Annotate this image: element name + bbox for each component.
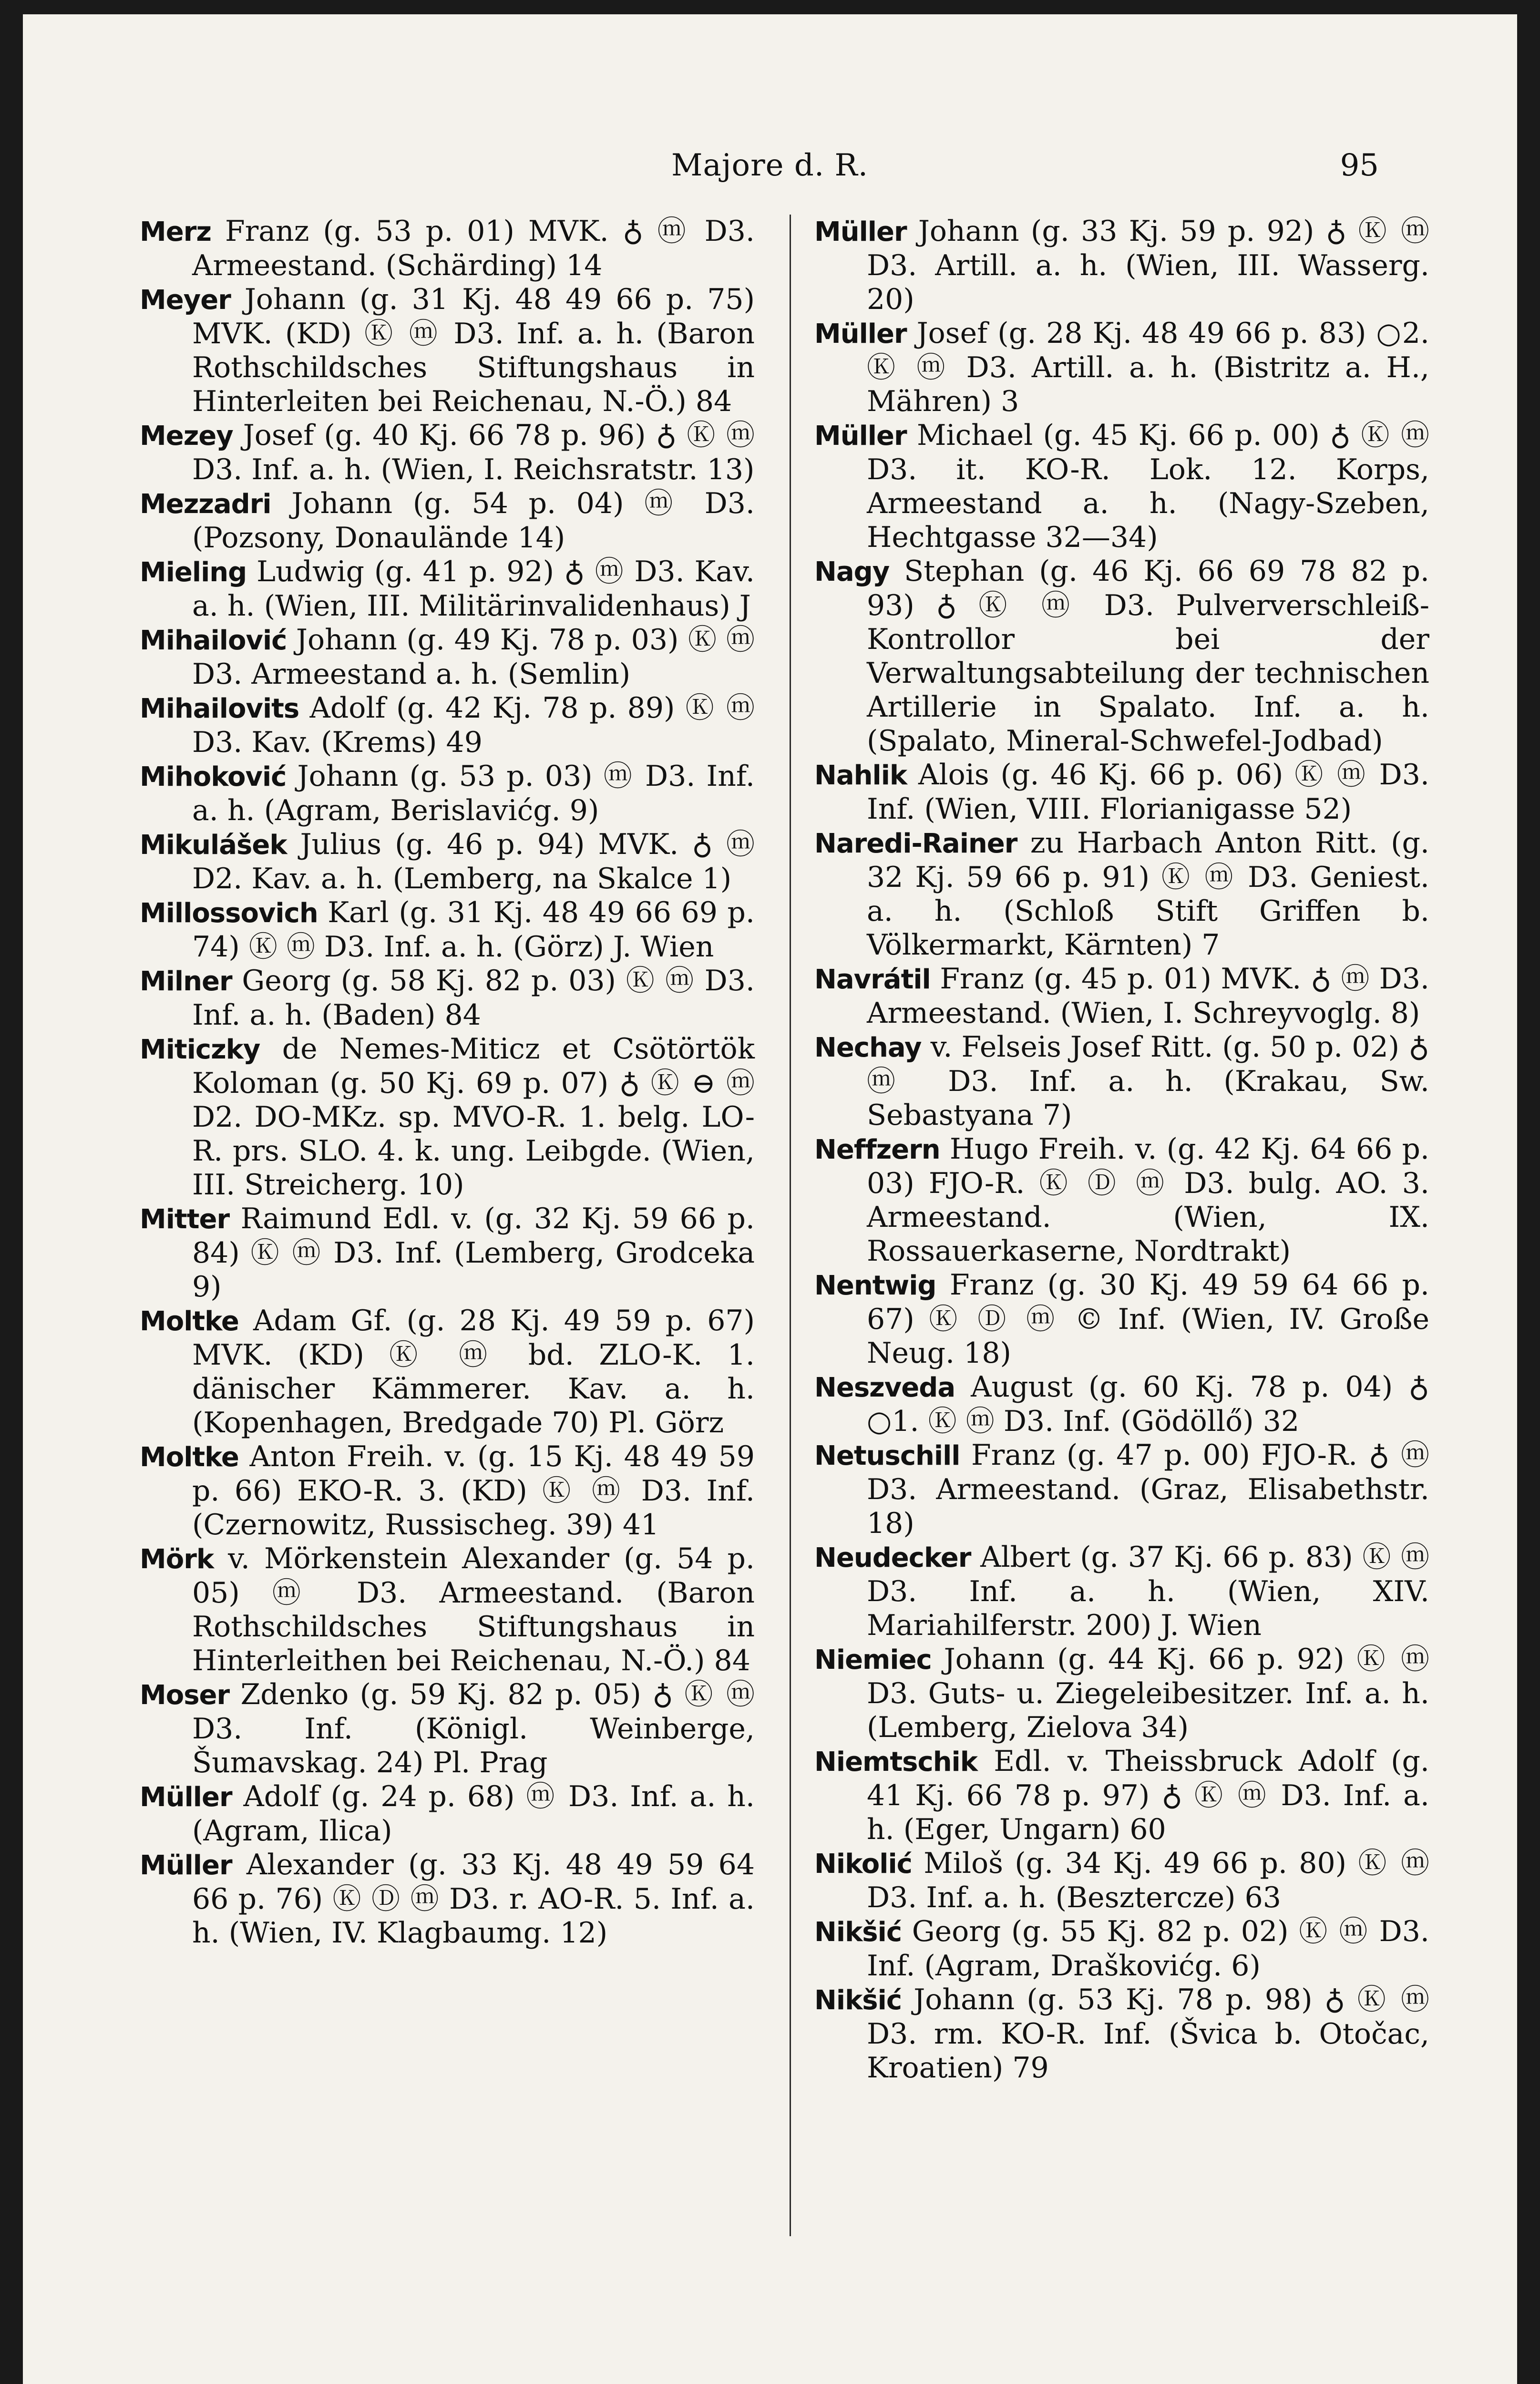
entry-detail: Alois (g. 46 Kj. 66 p. 06) Ⓚ ⓜ D3. Inf. (Wien, VIII. Florianigasse 52) bbox=[867, 758, 1429, 826]
entry-detail: Stephan (g. 46 Kj. 66 69 78 82 p. 93) ♁ Ⓚ ⓜ D3. Pulververschleiß-Kontrollor bei der Verwaltungsabteilung der technischen Artillerie in Spalato. Inf. a. h. (Spalato, Mineral-Schwefel-Jodbad) bbox=[867, 555, 1429, 758]
directory-entry bbox=[140, 691, 755, 760]
entry-detail: Johann (g. 33 Kj. 59 p. 92) ♁ Ⓚ ⓜ D3. Artill. a. h. (Wien, III. Wasserg. 20) bbox=[867, 215, 1430, 316]
directory-entry bbox=[814, 419, 1429, 555]
entry-detail: Hugo Freih. v. (g. 42 Kj. 64 66 p. 03) FJO-R. Ⓚ Ⓓ ⓜ D3. bulg. AO. 3. Armeestand. (Wien, IX. Rossauerkaserne, Nordtrakt) bbox=[867, 1132, 1429, 1268]
entry-surname: Moltke bbox=[140, 1442, 239, 1473]
entry-detail: Johann (g. 49 Kj. 78 p. 03) Ⓚ ⓜ D3. Armeestand a. h. (Semlin) bbox=[192, 623, 755, 691]
entry-detail: v. Mörkenstein Alexander (g. 54 p. 05) ⓜ D3. Armeestand. (Baron Rothschildsches Stiftungshaus in Hinterleithen bei Reichenau, N.-Ö.) 84 bbox=[192, 1542, 755, 1677]
directory-entry bbox=[814, 1847, 1429, 1915]
directory-entry bbox=[140, 896, 755, 964]
directory-entry bbox=[814, 215, 1429, 317]
directory-entry bbox=[814, 1541, 1429, 1643]
directory-entry bbox=[814, 1643, 1429, 1745]
directory-entry bbox=[814, 758, 1429, 826]
directory-entry bbox=[140, 487, 755, 555]
entry-detail: Miloš (g. 34 Kj. 49 66 p. 80) Ⓚ ⓜ D3. Inf. a. h. (Besztercze) 63 bbox=[867, 1847, 1430, 1914]
entry-surname: Neszveda bbox=[814, 1372, 955, 1403]
entry-surname: Mieling bbox=[140, 557, 247, 588]
entry-surname: Mikulášek bbox=[140, 830, 287, 861]
entry-detail: Raimund Edl. v. (g. 32 Kj. 59 66 p. 84) Ⓚ ⓜ D3. Inf. (Lemberg, Grodceka 9) bbox=[192, 1202, 755, 1304]
entry-detail: Franz (g. 47 p. 00) FJO-R. ♁ ⓜ D3. Armeestand. (Graz, Elisabethstr. 18) bbox=[867, 1439, 1430, 1540]
entry-detail: Albert (g. 37 Kj. 66 p. 83) Ⓚ ⓜ D3. Inf. a. h. (Wien, XIV. Mariahilferstr. 200) J. Wien bbox=[867, 1541, 1429, 1642]
left-column bbox=[140, 215, 755, 1950]
entry-surname: Nikšić bbox=[814, 1917, 902, 1948]
entry-surname: Nentwig bbox=[814, 1270, 936, 1301]
entry-detail: Josef (g. 28 Kj. 48 49 66 p. 83) ○2. Ⓚ ⓜ D3. Artill. a. h. (Bistritz a. H., Mähren) 3 bbox=[867, 317, 1429, 418]
entry-surname: Niemiec bbox=[814, 1644, 932, 1675]
entry-detail: Zdenko (g. 59 Kj. 82 p. 05) ♁ Ⓚ ⓜ D3. Inf. (Königl. Weinberge, Šumavskag. 24) Pl. Prag bbox=[192, 1678, 755, 1779]
entry-detail: Anton Freih. v. (g. 15 Kj. 48 49 59 p. 66) EKO-R. 3. (KD) Ⓚ ⓜ D3. Inf. (Czernowitz, Russischeg. 39) 41 bbox=[192, 1440, 755, 1541]
entry-surname: Müller bbox=[814, 216, 907, 247]
entry-detail: Julius (g. 46 p. 94) MVK. ♁ ⓜ D2. Kav. a. h. (Lemberg, na Skalce 1) bbox=[192, 828, 755, 895]
entry-surname: Nahlik bbox=[814, 760, 907, 791]
directory-entry bbox=[814, 1268, 1429, 1370]
directory-entry bbox=[814, 1030, 1429, 1132]
entry-surname: Müller bbox=[140, 1850, 232, 1881]
entry-detail: Adolf (g. 42 Kj. 78 p. 89) Ⓚ ⓜ D3. Kav. (Krems) 49 bbox=[192, 691, 755, 759]
entry-surname: Milner bbox=[140, 966, 232, 997]
directory-entry bbox=[140, 215, 755, 283]
entry-detail: Johann (g. 53 Kj. 78 p. 98) ♁ Ⓚ ⓜ D3. rm. KO-R. Inf. (Švica b. Otočac, Kroatien) 79 bbox=[867, 1983, 1430, 2085]
entry-detail: Josef (g. 40 Kj. 66 78 p. 96) ♁ Ⓚ ⓜ D3. Inf. a. h. (Wien, I. Reichsratstr. 13) bbox=[192, 419, 755, 486]
entry-detail: Adam Gf. (g. 28 Kj. 49 59 p. 67) MVK. (KD) Ⓚ ⓜ bd. ZLO-K. 1. dänischer Kämmerer. Kav. a. h. (Kopenhagen, Bredgade 70) Pl. Görz bbox=[192, 1304, 755, 1439]
directory-entry bbox=[814, 1132, 1429, 1268]
right-column bbox=[814, 215, 1429, 2085]
entry-surname: Mihailović bbox=[140, 625, 287, 656]
entry-surname: Nikšić bbox=[814, 1985, 902, 2016]
entry-detail: Georg (g. 55 Kj. 82 p. 02) Ⓚ ⓜ D3. Inf. (Agram, Draškovićg. 6) bbox=[867, 1915, 1429, 1983]
directory-entry bbox=[140, 1440, 755, 1542]
page-header bbox=[23, 148, 1517, 191]
entry-detail: Alexander (g. 33 Kj. 48 49 59 64 66 p. 76) Ⓚ Ⓓ ⓜ D3. r. AO-R. 5. Inf. a. h. (Wien, IV. Klagbaumg. 12) bbox=[192, 1848, 755, 1950]
entry-detail: Johann (g. 31 Kj. 48 49 66 p. 75) MVK. (KD) Ⓚ ⓜ D3. Inf. a. h. (Baron Rothschildsches Stiftungshaus in Hinterleiten bei Reichenau, N.-Ö.) 84 bbox=[192, 283, 755, 418]
entry-surname: Moser bbox=[140, 1680, 230, 1711]
entry-surname: Mihoković bbox=[140, 761, 287, 792]
entry-surname: Müller bbox=[814, 319, 907, 349]
entry-detail: Johann (g. 54 p. 04) ⓜ D3. (Pozsony, Donaulände 14) bbox=[192, 487, 755, 555]
entry-surname: Miticzky bbox=[140, 1034, 260, 1065]
entry-detail: Johann (g. 53 p. 03) ⓜ D3. Inf. a. h. (Agram, Berislavićg. 9) bbox=[192, 760, 755, 827]
directory-entry bbox=[140, 1202, 755, 1304]
directory-entry bbox=[814, 1370, 1429, 1439]
entry-detail: Johann (g. 44 Kj. 66 p. 92) Ⓚ ⓜ D3. Guts- u. Ziegeleibesitzer. Inf. a. h. (Lemberg, Zielova 34) bbox=[867, 1643, 1429, 1744]
entry-surname: Müller bbox=[814, 421, 907, 452]
entry-surname: Neudecker bbox=[814, 1542, 971, 1573]
directory-entry bbox=[140, 1848, 755, 1950]
entry-surname: Mezey bbox=[140, 421, 233, 452]
directory-entry bbox=[140, 1032, 755, 1202]
entry-surname: Mezzadri bbox=[140, 489, 271, 520]
entry-surname: Neffzern bbox=[814, 1134, 940, 1165]
entry-detail: Georg (g. 58 Kj. 82 p. 03) Ⓚ ⓜ D3. Inf. a. h. (Baden) 84 bbox=[192, 964, 755, 1032]
directory-entry bbox=[814, 962, 1429, 1030]
directory-entry bbox=[814, 317, 1429, 419]
entry-surname: Müller bbox=[140, 1782, 232, 1813]
entry-surname: Netuschill bbox=[814, 1440, 960, 1471]
directory-entry bbox=[814, 1439, 1429, 1541]
directory-entry bbox=[140, 760, 755, 828]
directory-entry bbox=[140, 964, 755, 1032]
column-divider bbox=[790, 215, 791, 2236]
directory-entry bbox=[140, 1780, 755, 1848]
entry-surname: Nechay bbox=[814, 1032, 922, 1063]
entry-detail: de Nemes-Miticz et Csötörtök Koloman (g. 50 Kj. 69 p. 07) ♁ Ⓚ ⊖ ⓜ D2. DO-MKz. sp. MVO-R. 1. belg. LO-R. prs. SLO. 4. k. ung. Leibgde. (Wien, III. Streicherg. 10) bbox=[192, 1032, 755, 1202]
directory-entry bbox=[140, 1542, 755, 1678]
entry-surname: Mitter bbox=[140, 1204, 230, 1235]
entry-detail: August (g. 60 Kj. 78 p. 04) ♁ ○1. Ⓚ ⓜ D3. Inf. (Gödöllő) 32 bbox=[867, 1370, 1429, 1438]
directory-entry bbox=[140, 419, 755, 487]
entry-surname: Niemtschik bbox=[814, 1747, 977, 1778]
directory-entry bbox=[140, 283, 755, 419]
entry-surname: Meyer bbox=[140, 285, 231, 316]
entry-surname: Nikolić bbox=[814, 1849, 912, 1880]
directory-entry bbox=[814, 1983, 1429, 2085]
entry-surname: Moltke bbox=[140, 1306, 239, 1337]
entry-detail: Franz (g. 30 Kj. 49 59 64 66 p. 67) Ⓚ Ⓓ ⓜ © Inf. (Wien, IV. Große Neug. 18) bbox=[867, 1268, 1429, 1370]
entry-surname: Millossovich bbox=[140, 898, 318, 929]
entry-surname: Nagy bbox=[814, 556, 890, 587]
book-page bbox=[23, 14, 1517, 2384]
directory-entry bbox=[140, 623, 755, 691]
entry-detail: Franz (g. 53 p. 01) MVK. ♁ ⓜ D3. Armeestand. (Schärding) 14 bbox=[192, 215, 755, 282]
entry-surname: Mörk bbox=[140, 1544, 214, 1575]
entry-surname: Mihailovits bbox=[140, 693, 299, 724]
entry-detail: v. Felseis Josef Ritt. (g. 50 p. 02) ♁ ⓜ D3. Inf. a. h. (Krakau, Sw. Sebastyana 7) bbox=[867, 1030, 1429, 1132]
directory-entry bbox=[814, 555, 1429, 758]
entry-detail: Edl. v. Theissbruck Adolf (g. 41 Kj. 66 78 p. 97) ♁ Ⓚ ⓜ D3. Inf. a. h. (Eger, Ungarn) 60 bbox=[867, 1745, 1430, 1846]
entry-detail: Ludwig (g. 41 p. 92) ♁ ⓜ D3. Kav. a. h. (Wien, III. Militärinvalidenhaus) J bbox=[192, 555, 755, 623]
page-number: 95 bbox=[1340, 148, 1379, 183]
entry-detail: zu Harbach Anton Ritt. (g. 32 Kj. 59 66 p. 91) Ⓚ ⓜ D3. Geniest. a. h. (Schloß Stift Griffen b. Völkermarkt, Kärnten) 7 bbox=[867, 826, 1429, 962]
directory-entry bbox=[140, 1304, 755, 1440]
entry-detail: Franz (g. 45 p. 01) MVK. ♁ ⓜ D3. Armeestand. (Wien, I. Schreyvoglg. 8) bbox=[867, 962, 1429, 1030]
directory-entry bbox=[814, 826, 1429, 962]
entry-detail: Karl (g. 31 Kj. 48 49 66 69 p. 74) Ⓚ ⓜ D3. Inf. a. h. (Görz) J. Wien bbox=[192, 896, 755, 964]
entry-detail: Adolf (g. 24 p. 68) ⓜ D3. Inf. a. h. (Agram, Ilica) bbox=[192, 1780, 755, 1848]
entry-detail: Michael (g. 45 Kj. 66 p. 00) ♁ Ⓚ ⓜ D3. it. KO-R. Lok. 12. Korps, Armeestand a. h. (Nagy-Szeben, Hechtgasse 32—34) bbox=[867, 419, 1429, 554]
entry-surname: Merz bbox=[140, 216, 211, 247]
directory-entry bbox=[814, 1915, 1429, 1983]
directory-entry bbox=[814, 1745, 1429, 1847]
entry-surname: Naredi-Rainer bbox=[814, 828, 1017, 859]
running-title: Majore d. R. bbox=[671, 148, 869, 183]
directory-entry bbox=[140, 1678, 755, 1780]
entry-surname: Navrátil bbox=[814, 964, 931, 995]
directory-entry bbox=[140, 828, 755, 896]
directory-entry bbox=[140, 555, 755, 623]
